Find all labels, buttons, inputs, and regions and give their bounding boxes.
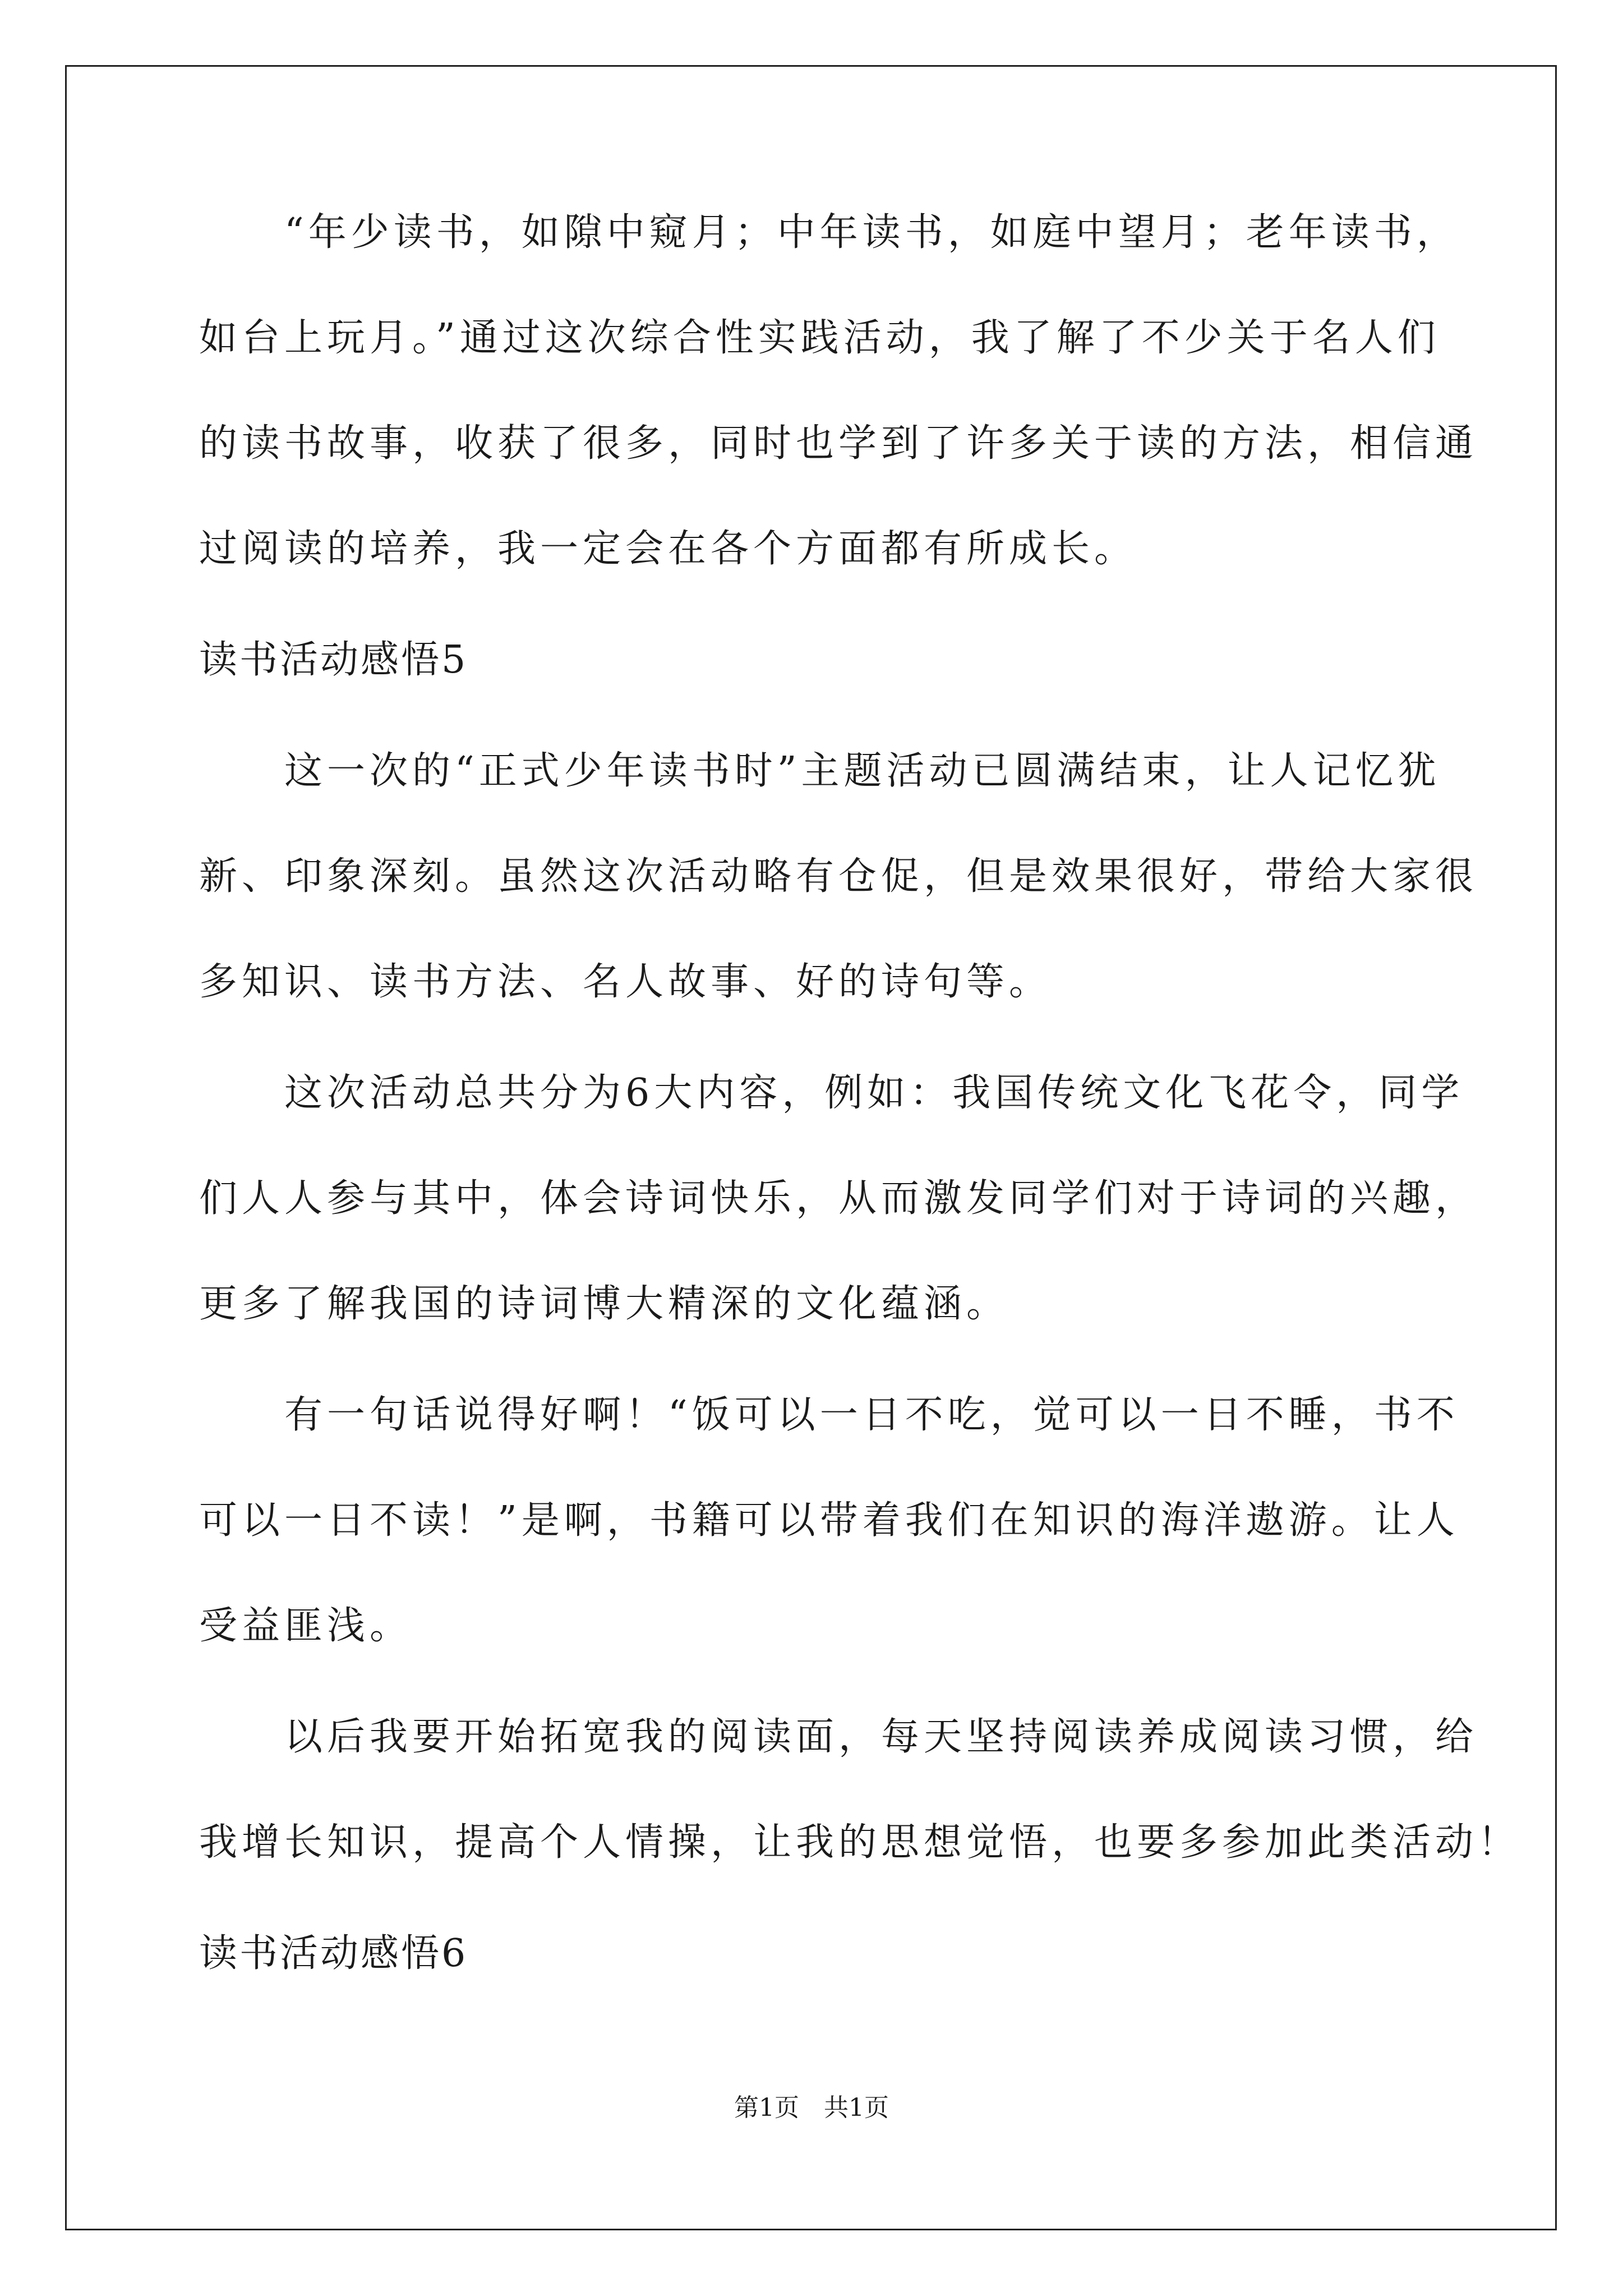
section-heading: 读书活动感悟5 [199, 638, 468, 682]
text-line: 这次活动总共分为6大内容，例如：我国传统文化飞花令，同学 [199, 1071, 1464, 1115]
text-line: 以后我要开始拓宽我的阅读面，每天坚持阅读养成阅读习惯，给 [199, 1715, 1478, 1759]
text-line: 多知识、读书方法、名人故事、好的诗句等。 [199, 960, 1052, 1004]
text-line: 的读书故事，收获了很多，同时也学到了许多关于读的方法，相信通 [199, 421, 1478, 466]
text-line: 如台上玩月。”通过这次综合性实践活动，我了解了不少关于名人们 [199, 316, 1440, 360]
text-line: 我增长知识，提高个人情操，让我的思想觉悟，也要多参加此类活动！ [199, 1820, 1521, 1865]
text-line: 这一次的“正式少年读书时”主题活动已圆满结束，让人记忆犹 [199, 749, 1441, 793]
section-heading: 读书活动感悟6 [199, 1931, 468, 1976]
text-line: 可以一日不读！”是啊，书籍可以带着我们在知识的海洋遨游。让人 [199, 1498, 1459, 1543]
text-line: 过阅读的培养，我一定会在各个方面都有所成长。 [199, 527, 1137, 571]
text-line: 有一句话说得好啊！“饭可以一日不吃，觉可以一日不睡，书不 [199, 1393, 1459, 1437]
text-line: 受益匪浅。 [199, 1604, 413, 1648]
text-line: 更多了解我国的诗词博大精深的文化蕴涵。 [199, 1282, 1009, 1326]
page-border [65, 65, 1557, 2230]
text-line: “年少读书，如隙中窥月；中年读书，如庭中望月；老年读书， [199, 210, 1459, 255]
text-line: 新、印象深刻。虽然这次活动略有仓促，但是效果很好，带给大家很 [199, 854, 1478, 899]
page-number-footer: 第1页 共1页 [734, 2093, 889, 2122]
text-line: 们人人参与其中，体会诗词快乐，从而激发同学们对于诗词的兴趣， [199, 1176, 1478, 1221]
